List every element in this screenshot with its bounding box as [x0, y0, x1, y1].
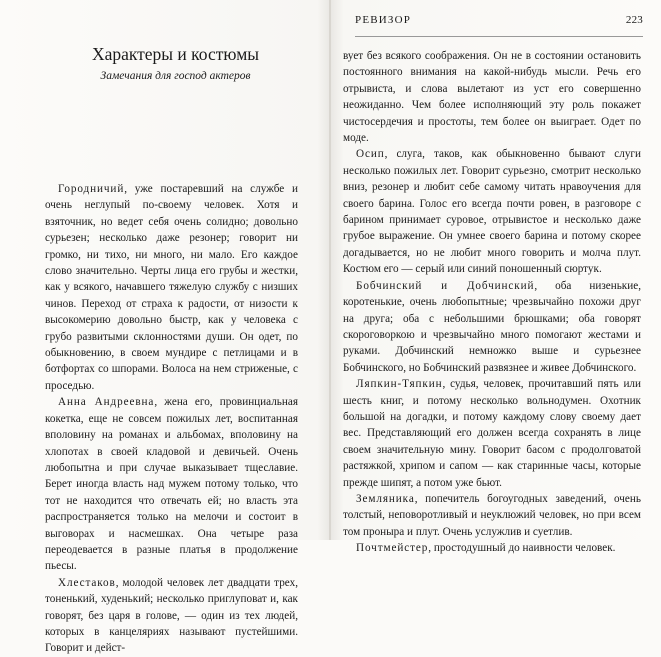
character-description: , попечитель богоугодных заведений, очень толстый, неповоротливый и неуклюжий человек, но при всем том проныра и плут. Очень услужлив и суетлив.	[343, 492, 641, 538]
running-title: РЕВИЗОР	[355, 14, 412, 26]
character-description: , молодой человек лет двадцати трех, тоненький, худенький; несколько приглуповат и, как говорят, без царя в голове, — один из тех людей, которых в канцеляриях называют пустейшими. Говорит и дейст-	[45, 576, 298, 655]
paragraph-pochtmeyster	[343, 540, 641, 556]
character-name: Земляника	[356, 492, 415, 505]
character-description: , слуга, таков, как обыкновенно бывают слуги несколько пожилых лет. Говорит сурьезно, смотрит несколько вниз, резонер и любит себе самому читать нравоучения для своего барина. Голос его всегда почти ровен, в разговоре с барином принимает суровое, отрывистое и несколько даже грубое выражение. Он умнее своего барина и потому скорее догадывается, но не любит много говорить и молча плут. Костюм его — серый или синий поношенный сюртук.	[343, 148, 641, 276]
paragraph-osip	[343, 146, 641, 277]
character-name: Почтмейстер	[356, 542, 429, 555]
running-header	[355, 14, 643, 37]
paragraph-continuation: вует без всякого соображения. Он не в состоянии остановить постоянного внимания на какой-нибудь мысли. Речь его отрывиста, и слова вылетают из уст его совершенно неожиданно. Чем более исполняющий эту роль покажет чистосердечия и простоты, тем более он выиграет. Одет по моде.	[343, 50, 641, 145]
character-name: Осип	[356, 148, 385, 161]
paragraph-lyapkin-tyapkin	[343, 376, 641, 491]
paragraph-anna-andreevna	[45, 394, 298, 574]
chapter-subtitle: Замечания для господ актеров	[100, 70, 251, 82]
left-page-text	[45, 181, 298, 657]
character-name: Городничий	[58, 183, 125, 195]
paragraph-khlestakov	[45, 575, 298, 657]
character-name: Ляпкин-Тяпкин	[356, 378, 443, 391]
character-description: , жена его, провинциальная кокетка, еще не совсем пожилых лет, воспитанная вполовину на романах и альбомах, вполовину на хлопотах в своей кладовой и девичьей. Очень любопытна и при случае выказывает тщеславие. Берет иногда власть над мужем потому только, что тот не находится что отвечать ей; но власть эта распространяется только на мелочи и состоит в выговорах и насмешках. Она четыре раза переодевается в разные платья в продолжение пьесы.	[45, 396, 299, 573]
character-description: , судья, человек, прочитавший пять или шесть книг, и потому несколько вольнодумен. Охотник большой на догадки, и потому каждому слову своему дает вес. Представляющий его должен всегда сохранять в лице своем значительную мину. Говорит басом с продолговатой растяжкой, хрипом и сапом — как старинные часы, которые прежде шипят, а потом уже бьют.	[343, 378, 641, 489]
paragraph-bobchinsky-dobchinsky	[343, 278, 641, 376]
character-description: , простодушный до наивности человек.	[428, 542, 616, 555]
character-name: Хлестаков	[58, 576, 116, 589]
character-description: , уже постаревший на службе и очень неглупый по-своему человек. Хотя и взяточник, но ведет себя очень солидно; довольно сурьезен; несколько даже резонер; говорит ни громко, ни тихо, ни много, ни мало. Его каждое слово значительно. Черты лица его грубы и жестки, как у всякого, начавшего тяжелую службу с низших чинов. Переход от страха к радости, от низости к высокомерию довольно быстр, как у человека с грубо развитыми склонностями души. Он одет, по обыкновению, в своем мундире с петлицами и в ботфортах со шпорами. Волоса на нем стриженые, с проседью.	[45, 183, 298, 392]
right-page-text	[343, 48, 641, 557]
paragraph-zemlyanika	[343, 491, 641, 540]
character-name: Анна Андреевна	[58, 396, 155, 409]
page-number: 223	[625, 14, 643, 26]
character-description: , оба низенькие, коротенькие, очень любопытные; чрезвычайно похожи друг на друга; оба с небольшими брюшками; оба говорят скороговоркою и чрезвычайно много помогают жестами и руками. Добчинский немножко выше и сурьезнее Бобчинского, но Бобчинский развязнее и живее Добчинского.	[343, 279, 641, 374]
paragraph-gorodnichiy	[45, 181, 298, 394]
chapter-title: Характеры и костюмы	[91, 44, 260, 64]
character-name: Бобчинский и Добчинский	[356, 279, 535, 292]
